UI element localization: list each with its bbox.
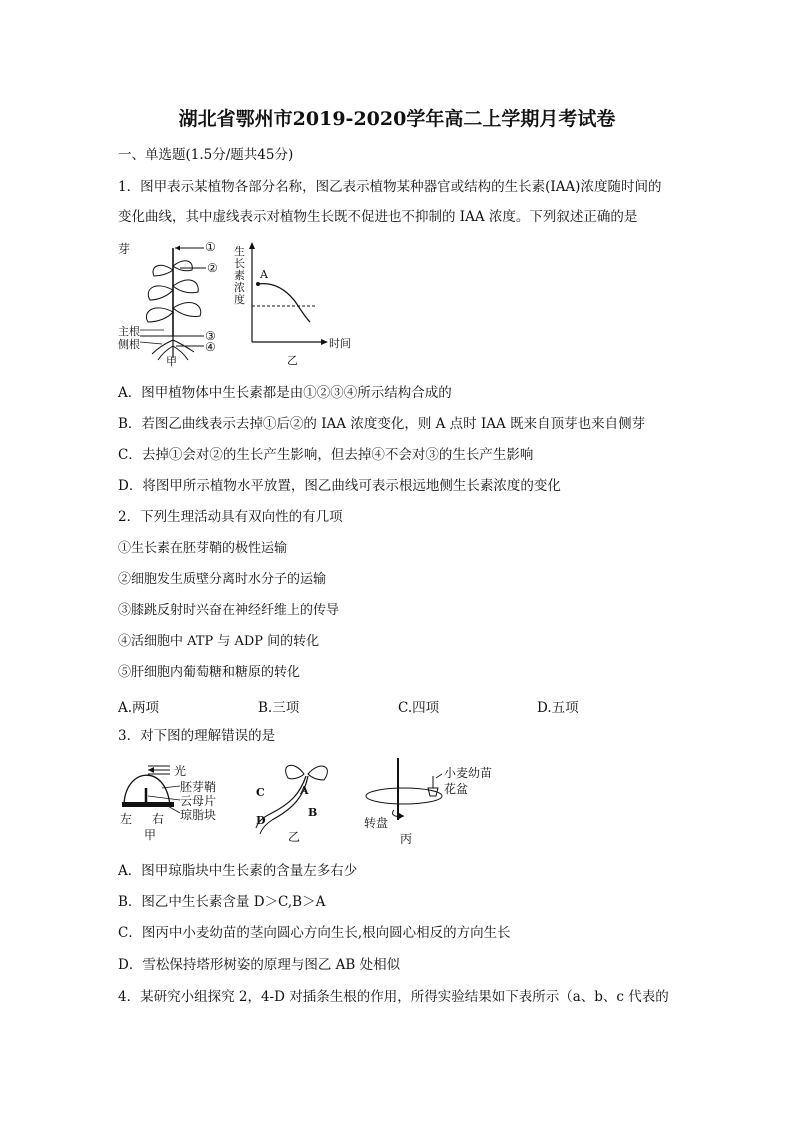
q3-option-a: A．图甲琼脂块中生长素的含量左多右少 bbox=[118, 863, 358, 879]
marker-2: ② bbox=[207, 261, 218, 275]
graph-y-label bbox=[234, 246, 246, 306]
figure-caption-bing: 丙 bbox=[400, 832, 413, 846]
q1-stem-line2: 变化曲线，其中虚线表示对植物生长既不促进也不抑制的 IAA 浓度。下列叙述正确的是 bbox=[118, 209, 638, 225]
mica-label: 云母片 bbox=[180, 794, 217, 808]
point-a-label: A bbox=[300, 784, 309, 797]
q4-stem: 4．某研究小组探究 2，4-D 对插条生根的作用，所得实验结果如下表所示（a、b、c 代表的 bbox=[118, 989, 669, 1005]
q2-option-b: B.三项 bbox=[258, 700, 300, 716]
q1-option-a: A．图甲植物体中生长素都是由①②③④所示结构合成的 bbox=[118, 385, 452, 401]
q1-stem-line1: 1．图甲表示某植物各部分名称，图乙表示植物某种器官或结构的生长素(IAA)浓度随时间的 bbox=[118, 179, 662, 195]
q1-figure-graph bbox=[232, 240, 357, 370]
q2-item-2: ②细胞发生质壁分离时水分子的运输 bbox=[118, 572, 327, 587]
point-d-label: D bbox=[256, 814, 266, 827]
y-char: 生 bbox=[234, 245, 245, 258]
q3-figure-turntable bbox=[364, 758, 504, 848]
point-b-label: B bbox=[308, 806, 318, 819]
q1-figure-plant bbox=[118, 240, 228, 370]
q2-option-c: C.四项 bbox=[398, 700, 440, 716]
q1-option-b: B．若图乙曲线表示去掉①后②的 IAA 浓度变化，则 A 点时 IAA 既来自顶芽也来自侧芽 bbox=[118, 416, 646, 432]
y-char: 素 bbox=[234, 269, 245, 282]
right-label: 右 bbox=[152, 812, 165, 826]
y-char: 浓 bbox=[234, 281, 245, 294]
q3-figure-coleoptile bbox=[116, 758, 256, 848]
figure-caption-yi: 乙 bbox=[287, 354, 298, 367]
lateral-root-label: 侧根 bbox=[118, 338, 140, 351]
marker-4: ④ bbox=[205, 340, 216, 354]
agar-label: 琼脂块 bbox=[180, 808, 217, 822]
figure-caption-jia: 甲 bbox=[166, 355, 177, 368]
q3-figure-seedling bbox=[250, 758, 360, 848]
q2-item-4: ④活细胞中 ATP 与 ADP 间的转化 bbox=[118, 634, 320, 649]
q1-option-d: D．将图甲所示植物水平放置，图乙曲线可表示根远地侧生长素浓度的变化 bbox=[118, 478, 561, 494]
q3-option-c: C．图丙中小麦幼苗的茎向圆心方向生长,根向圆心相反的方向生长 bbox=[118, 925, 511, 941]
q2-item-5: ⑤肝细胞内葡萄糖和糖原的转化 bbox=[118, 665, 301, 680]
q2-option-d: D.五项 bbox=[537, 700, 579, 716]
page-title: 湖北省鄂州市2019-2020学年高二上学期月考试卷 bbox=[178, 108, 616, 130]
point-c-label: C bbox=[256, 786, 265, 799]
q2-item-1: ①生长素在胚芽鞘的极性运输 bbox=[118, 541, 288, 556]
figure-caption-jia: 甲 bbox=[144, 828, 157, 842]
section-heading: 一、单选题(1.5分/题共45分) bbox=[118, 147, 294, 163]
figure-caption-yi: 乙 bbox=[288, 830, 301, 844]
y-char: 度 bbox=[234, 293, 245, 306]
q3-option-d: D．雪松保持塔形树姿的原理与图乙 AB 处相似 bbox=[118, 957, 401, 973]
coleoptile-label: 胚芽鞘 bbox=[180, 780, 217, 794]
left-label: 左 bbox=[120, 812, 133, 826]
y-char: 长 bbox=[234, 257, 245, 270]
q2-option-a: A.两项 bbox=[118, 700, 160, 716]
graph-x-label: 时间 bbox=[329, 337, 351, 350]
graph-point-a: A bbox=[260, 268, 268, 281]
seedling-label: 小麦幼苗 bbox=[444, 766, 493, 780]
bud-label: 芽 bbox=[118, 242, 131, 256]
main-root-label: 主根 bbox=[118, 325, 140, 338]
pot-label: 花盆 bbox=[444, 782, 469, 796]
marker-3: ③ bbox=[205, 329, 216, 343]
q2-stem: 2．下列生理活动具有双向性的有几项 bbox=[118, 509, 343, 525]
q1-option-c: C．去掉①会对②的生长产生影响，但去掉④不会对③的生长产生影响 bbox=[118, 447, 534, 463]
light-label: 光 bbox=[174, 764, 187, 778]
turntable-label: 转盘 bbox=[364, 816, 389, 830]
marker-1: ① bbox=[205, 240, 216, 254]
q2-item-3: ③膝跳反射时兴奋在神经纤维上的传导 bbox=[118, 603, 340, 618]
q3-option-b: B．图乙中生长素含量 D＞C,B＞A bbox=[118, 894, 326, 910]
q3-stem: 3．对下图的理解错误的是 bbox=[118, 728, 276, 744]
